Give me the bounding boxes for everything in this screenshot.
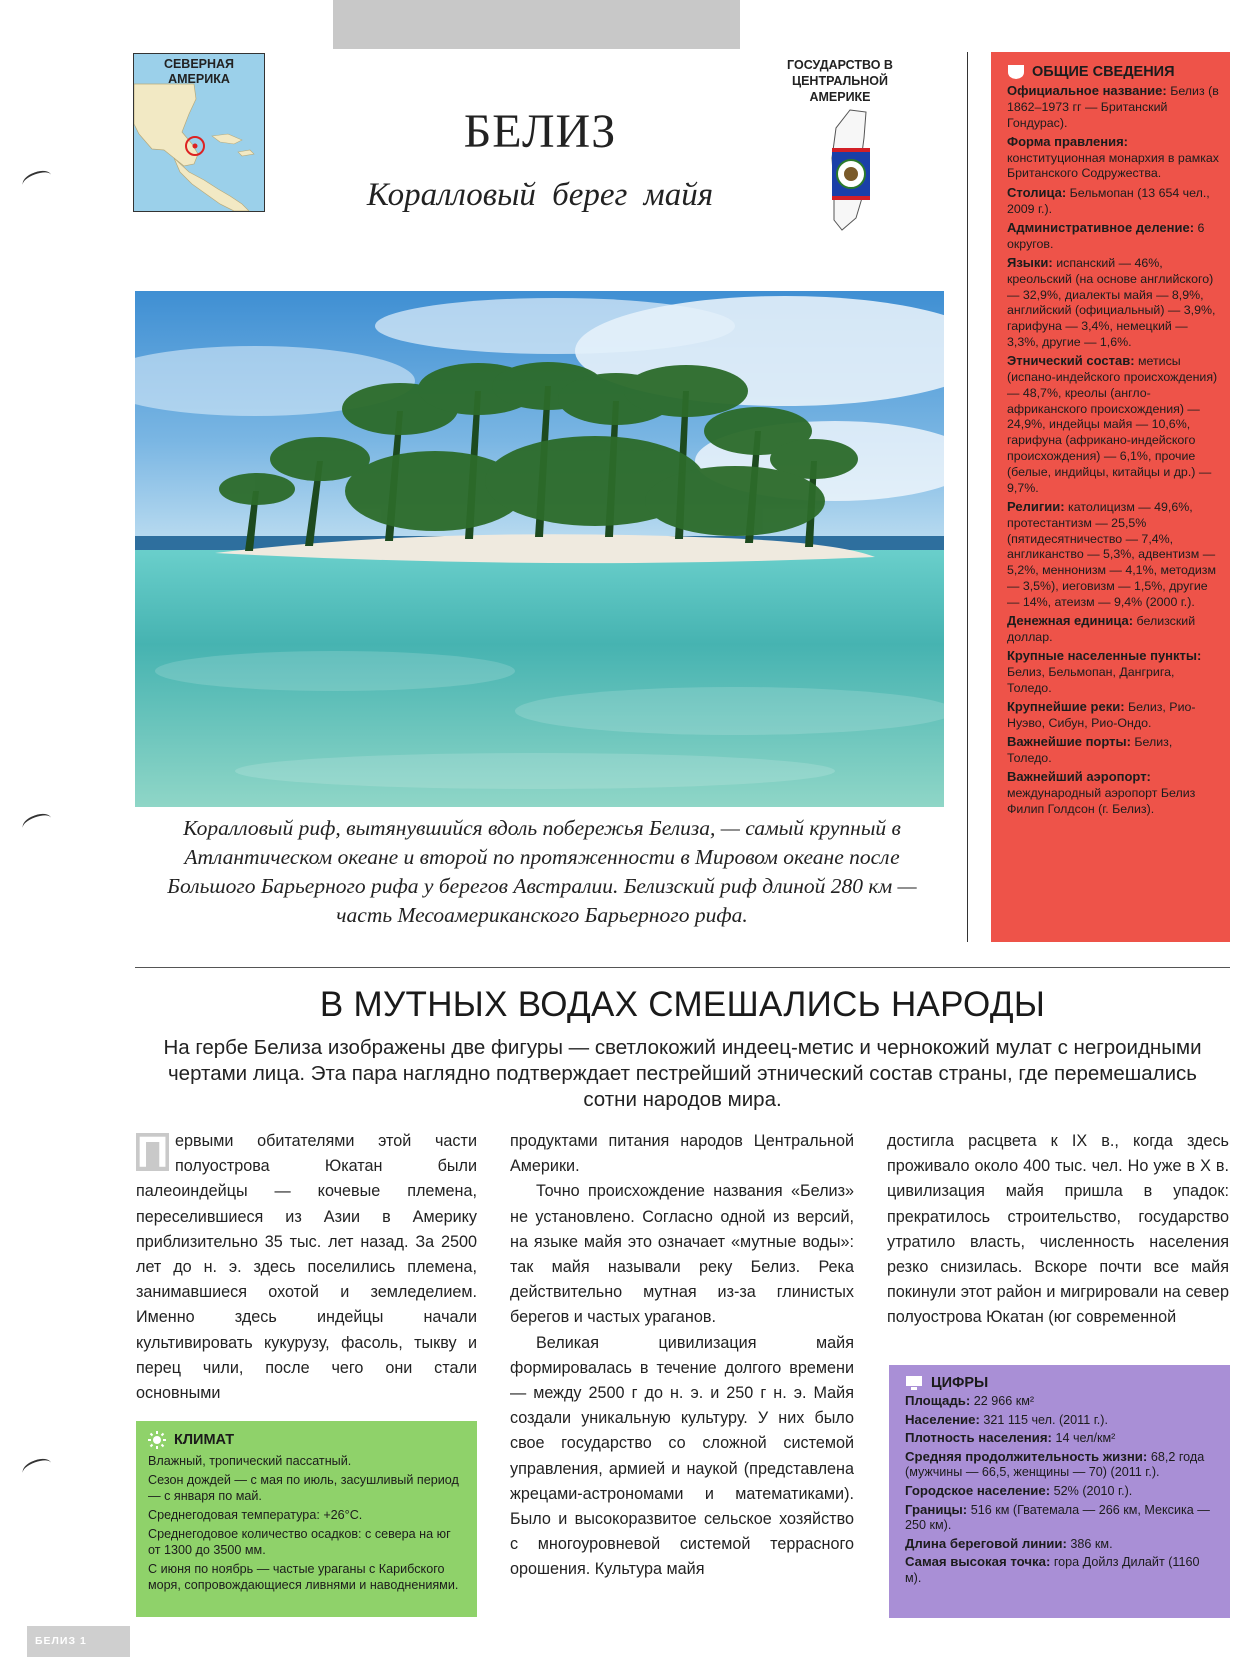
item-key: Денежная единица: xyxy=(1007,613,1134,628)
list-item xyxy=(1007,648,1220,696)
article-lead: На гербе Белиза изображены две фигуры — светлокожий индеец-метис и чернокожий мулат с негроидными чертами лица. Эта пара наглядно подтверждает пестрейший этнический состав страны, где перемешались сотни народов мира. xyxy=(163,1036,1202,1111)
climate-item: Сезон дождей — с мая по июль, засушливый период — с января по май. xyxy=(148,1473,459,1503)
article-column-1 xyxy=(136,1129,477,1406)
list-item xyxy=(1007,613,1220,646)
list-item xyxy=(905,1449,1218,1481)
item-value: 6 округов. xyxy=(1007,220,1205,251)
climate-box xyxy=(136,1421,477,1617)
general-info-list xyxy=(1007,83,1220,818)
list-item xyxy=(1007,83,1220,131)
item-key: Важнейший аэропорт: xyxy=(1007,769,1151,785)
palm-island-image xyxy=(135,291,944,807)
top-gray-bar xyxy=(333,0,740,49)
country-flag-map xyxy=(820,108,880,232)
item-key: Площадь: xyxy=(905,1393,971,1408)
item-value: белизский доллар. xyxy=(1007,614,1196,644)
item-value: испанский — 46%, креольский (на основе английского) — 32,9%, диалекты майя — 8,9%, английский (официальный) — 3,9%, гарифуна — 3,4%, немецкий — 3,3%, другие — 1,6%. xyxy=(1007,255,1216,349)
list-item xyxy=(1007,734,1220,767)
item-value: Белиз (в 1862–1973 гг — Британский Гондурас). xyxy=(1007,84,1219,130)
page-title: БЕЛИЗ xyxy=(463,105,617,158)
list-item xyxy=(905,1554,1218,1586)
item-value: метисы (испано-индейского происхождения) — 48,7%, креолы (англо-африканского происхождения) — 24,9%, индейцы майя — 10,6%, гарифуна (африкано-индейского происхождения) — 6,1%, прочие (белые, индийцы, китайцы и др.) — 9,7%. xyxy=(1007,354,1218,495)
page-footer-label: БЕЛИЗ 1 xyxy=(27,1626,130,1657)
list-item xyxy=(1007,699,1220,732)
paragraph: Точно происхождение названия «Белиз» не установлено. Согласно одной из версий, на языке майя это означает «мутные воды»: так майя называли реку Белиз. Река действительно мутная из-за глинистых берегов и частых ураганов. xyxy=(510,1182,854,1327)
list-item xyxy=(905,1502,1218,1534)
item-key: Административное деление: xyxy=(1007,219,1195,235)
item-value: Белиз, Толедо. xyxy=(1007,735,1173,765)
item-value: 516 км (Гватемала — 266 км, Мексика — 250 км). xyxy=(905,1502,1210,1533)
list-item xyxy=(1007,255,1220,351)
item-key: Длина береговой линии: xyxy=(905,1535,1067,1551)
item-key: Религии: xyxy=(1007,498,1065,514)
list-item xyxy=(905,1536,1218,1553)
shield-icon xyxy=(1007,64,1025,80)
drop-cap: П xyxy=(136,1128,169,1177)
sun-icon xyxy=(148,1431,166,1449)
article-heading: В МУТНЫХ ВОДАХ СМЕШАЛИСЬ НАРОДЫ xyxy=(319,985,1046,1024)
item-key: Население: xyxy=(905,1411,980,1427)
item-value: 52% (2010 г.). xyxy=(1053,1483,1133,1498)
state-label: ГОСУДАРСТВО В ЦЕНТРАЛЬНОЙ АМЕРИКЕ xyxy=(787,58,893,104)
item-key: Официальное название: xyxy=(1007,83,1167,98)
belize-outline-flag-icon xyxy=(820,108,880,232)
island-photo xyxy=(135,291,944,807)
list-item xyxy=(1007,220,1220,253)
item-value: Бельмопан (13 654 чел., 2009 г.). xyxy=(1007,185,1210,216)
list-item xyxy=(1007,769,1220,817)
page-subtitle: Коралловый берег майя xyxy=(366,177,714,213)
item-value: 321 115 чел. (2011 г.). xyxy=(983,1412,1108,1427)
list-item xyxy=(905,1483,1218,1500)
climate-list xyxy=(148,1453,465,1593)
figures-box xyxy=(889,1365,1230,1618)
item-key: Городское население: xyxy=(905,1482,1051,1498)
item-value: Белиз, Бельмопан, Дангрига, Толедо. xyxy=(1007,664,1175,695)
binder-hole xyxy=(20,810,54,835)
item-key: Крупнейшие реки: xyxy=(1007,698,1125,714)
item-key: Важнейшие порты: xyxy=(1007,734,1131,750)
list-item xyxy=(905,1393,1218,1410)
climate-item: С июня по ноябрь — частые ураганы с Карибского моря, сопровождающиеся ливнями и наводнениями. xyxy=(148,1562,459,1592)
paragraph: достигла расцвета к IX в., когда здесь проживало около 400 тыс. чел. Но уже в X в. цивилизация майя пришла в упадок: прекратилось строительство, государство утратило власть, численность населения резко снизилась. Вскоре почти все майя покинули этот район и мигрировали на север полуострова Юкатан (юг современной xyxy=(887,1132,1229,1327)
climate-item: Среднегодовое количество осадков: с севера на юг от 1300 до 3500 мм. xyxy=(148,1527,451,1557)
list-item xyxy=(1007,134,1220,182)
item-key: Форма правления: xyxy=(1007,133,1129,149)
item-key: Плотность населения: xyxy=(905,1430,1052,1446)
paragraph: Великая цивилизация майя формировалась в течение долгого времени — между 2500 г до н. э. и 250 г н. э. Майя создали уникальную культуру. У них было свое государство со сложной системой управления, армией и наукой (представлена жрецами-астрономами и математиками). Было и высокоразвитое сельское хозяйство с многоуровневой системой террасного орошения. Культура майя xyxy=(510,1333,854,1579)
item-value: 386 км. xyxy=(1070,1536,1113,1551)
item-key: Столица: xyxy=(1007,184,1067,200)
item-value: международный аэропорт Белиз Филип Голдсон (г. Белиз). xyxy=(1007,785,1196,816)
figures-heading: ЦИФРЫ xyxy=(905,1375,1218,1391)
article-column-3 xyxy=(887,1129,1229,1331)
item-value: гора Дойлз Дилайт (1160 м). xyxy=(905,1555,1200,1585)
binder-hole xyxy=(20,1455,54,1480)
item-value: 22 966 км² xyxy=(973,1394,1035,1408)
item-value: 14 чел/км² xyxy=(1055,1431,1116,1446)
item-value: 68,2 года (мужчины — 66,5, женщины — 70) (2011 г.). xyxy=(905,1449,1205,1480)
item-key: Самая высокая точка: xyxy=(905,1554,1051,1570)
general-info-heading: ОБЩИЕ СВЕДЕНИЯ xyxy=(1007,64,1220,80)
item-value: Белиз, Рио-Нуэво, Сибун, Рио-Ондо. xyxy=(1007,699,1196,730)
list-item xyxy=(1007,185,1220,218)
photo-caption: Коралловый риф, вытянувшийся вдоль побережья Белиза, — самый крупный в Атлантическом океане и второй по протяженности в Мировом океане после Большого Барьерного рифа у берегов Австралии. Белизский риф длиной 280 км — часть Месоамериканского Барьерного рифа. xyxy=(167,816,917,927)
region-map-label: СЕВЕРНАЯ АМЕРИКА xyxy=(163,57,235,86)
item-key: Этнический состав: xyxy=(1007,353,1135,369)
item-key: Крупные населенные пункты: xyxy=(1007,648,1202,664)
monitor-icon xyxy=(905,1375,923,1391)
list-item xyxy=(1007,499,1220,611)
list-item xyxy=(905,1412,1218,1429)
vertical-divider xyxy=(967,52,968,942)
figures-list xyxy=(905,1393,1218,1587)
item-value: католицизм — 49,6%, протестантизм — 25,5% (пятидесятничество — 7,4%, англиканство — 5,3%, адвентизм — 5,2%, меннонизм — 4,1%, методизм — 3,5%), иеговизм — 1,5%, другие — 14%, атеизм — 9,4% (2000 г.). xyxy=(1007,499,1216,609)
horizontal-divider xyxy=(135,967,1230,968)
item-key: Языки: xyxy=(1007,254,1053,270)
climate-item: Влажный, тропический пассатный. xyxy=(148,1454,352,1468)
binder-hole xyxy=(20,167,54,192)
general-info-box xyxy=(991,52,1230,942)
list-item xyxy=(1007,353,1220,496)
paragraph: ервыми обитателями этой части полуострова Юкатан были палеоиндейцы — кочевые племена, переселившиеся из Азии в Америку приблизительно 35 тыс. лет назад. За 2500 лет до н. э. здесь поселились племена, занимавшиеся охотой и земледелием. Именно здесь индейцы начали культивировать кукурузу, фасоль, тыкву и перец чили, после чего они стали основными xyxy=(136,1132,477,1403)
item-value: конституционная монархия в рамках Британского Содружества. xyxy=(1007,150,1220,181)
climate-item: Среднегодовая температура: +26°С. xyxy=(148,1508,363,1522)
list-item xyxy=(905,1430,1218,1447)
item-key: Средняя продолжительность жизни: xyxy=(905,1448,1148,1464)
region-minimap xyxy=(133,53,265,212)
climate-heading: КЛИМАТ xyxy=(148,1431,465,1449)
paragraph: продуктами питания народов Центральной Америки. xyxy=(510,1132,854,1176)
article-column-2 xyxy=(510,1129,854,1583)
item-key: Границы: xyxy=(905,1501,968,1517)
